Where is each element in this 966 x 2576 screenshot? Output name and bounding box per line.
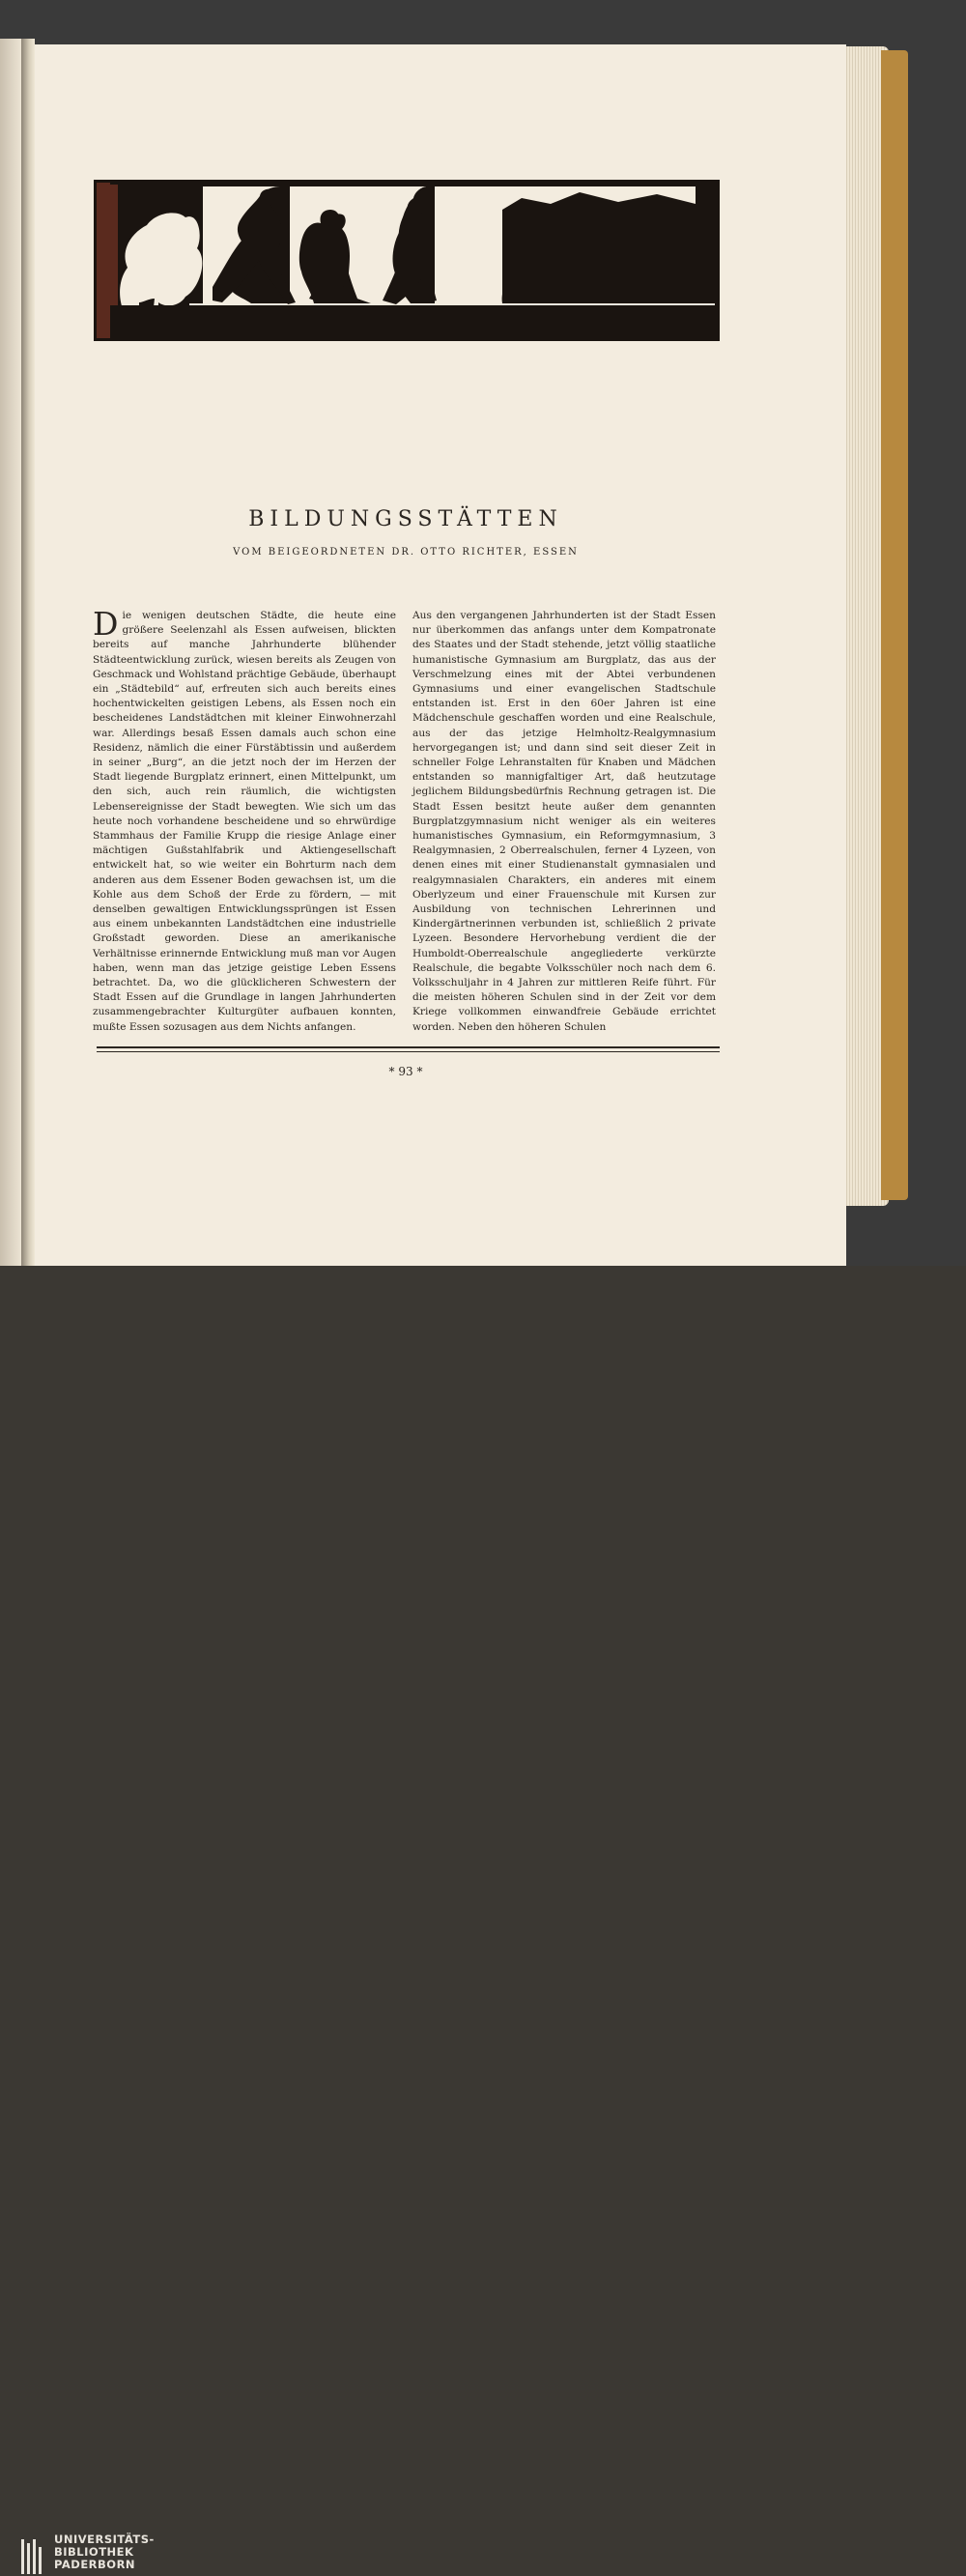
drop-cap: D bbox=[93, 605, 119, 643]
left-column-text: ie wenigen deutschen Städte, die heute eine größere Seelenzahl als Essen aufweisen, blickten bereits auf manche Jahrhunderte blühender Städteentwicklung zurück, wiesen bereits als Zeugen von Geschmack und Wohlstand prächtige Gebäude, überhaupt ein „Städtebild“ auf, erfreuten sich auch bereits eines hochentwickelten geistigen Lebens, als Essen noch ein bescheidenes Landstädtchen mit kleiner Einwohnerzahl war. Allerdings besaß Essen damals auch schon eine Residenz, nämlich die einer Fürstäbtissin und außerdem in seiner „Burg“, an die jetzt noch der im Herzen der Stadt liegende Burgplatz erinnert, einen Mittelpunkt, um den sich, auch rein räumlich, die wichtigsten Lebensereignisse der Stadt bewegten. Wie sich um das heute noch vorhandene bescheidene und so ehrwürdige Stammhaus der Familie Krupp die riesige Anlage einer mächtigen Gußstahlfabrik und Aktiengesellschaft entwickelt hat, so wie weiter ein Bohrturm nach dem anderen aus dem Essener Boden gewachsen ist, um die Kohle aus dem Schoß der Erde zu fördern, — mit denselben gewaltigen Entwicklungssprüngen ist Essen aus einem unbekannten Landstädtchen eine industrielle Großstadt geworden. Diese an amerikanische Verhältnisse erinnernde Entwicklung muß man vor Augen haben, wenn man das jetzige geistige Leben Essens betrachtet. Da, wo die glücklicheren Schwestern der Stadt Essen auf die Grundlage in langen Jahrhunderten zusammengebrachter Kulturgüter aufbauen konnten, mußte Essen sozusagen aus dem Nichts anfangen. bbox=[93, 610, 396, 1033]
library-logo-text bbox=[54, 2533, 155, 2571]
book-cover-edge bbox=[881, 50, 908, 1200]
logo-line-1: UNIVERSITÄTS- bbox=[54, 2533, 155, 2546]
article-title: BILDUNGSSTÄTTEN bbox=[248, 507, 563, 531]
scan-background bbox=[0, 0, 966, 1266]
library-footer bbox=[0, 1266, 966, 2571]
logo-line-3: PADERBORN bbox=[54, 2558, 136, 2571]
text-column-right: Aus den vergangenen Jahrhunderten ist der Stadt Essen nur überkommen das anfangs unter dem Kompatronate des Staates und der Stadt stehende, jetzt völlig staatliche humanistische Gymnasium am Burgplatz, das aus der Verschmelzung eines mit der Abtei verbundenen Gymnasiums und einer evangelischen Stadtschule entstanden ist. Erst in den 60er Jahren ist eine Mädchenschule geschaffen worden und eine Realschule, aus der das jetzige Helmholtz-Realgymnasium hervorgegangen ist; und dann sind seit dieser Zeit in schneller Folge Lehranstalten für Knaben und Mädchen entstanden so mannigfaltiger Art, daß heutzutage jeglichem Bildungsbedürfnis Rechnung getragen ist. Die Stadt Essen besitzt heute außer dem genannten Burgplatzgymnasium nicht weniger als ein weiteres humanistisches Gymnasium, ein Reformgymnasium, 3 Realgymnasien, 2 Oberrealschulen, ferner 4 Lyzeen, von denen eines mit einer Studienanstalt gymnasialen und realgymnasialen Charakters, ein anderes mit einem Oberlyzeum und einer Frauenschule mit Kursen zur Ausbildung von technischen Lehrerinnen und Kindergärtnerinnen verbunden ist, schließlich 2 private Lyzeen. Besondere Hervorhebung verdient die der Humboldt-Oberrealschule angegliederte verkürzte Realschule, die begabte Volksschüler noch nach dem 6. Volksschuljahr in 4 Jahren zur mittleren Reife führt. Für die meisten höheren Schulen sind in der Zeit vor dem Kriege vollkommen einwandfreie Gebäude errichtet worden. Neben den höheren Schulen bbox=[412, 610, 716, 1033]
library-logo-icon bbox=[21, 2537, 46, 2576]
left-page-edge bbox=[0, 39, 21, 1266]
silhouette-scene-icon bbox=[94, 180, 720, 341]
footer-rule-thin bbox=[97, 1051, 720, 1052]
footer-rule bbox=[97, 1046, 720, 1048]
logo-line-2: BIBLIOTHEK bbox=[54, 2545, 134, 2559]
book-gutter bbox=[21, 39, 35, 1266]
article-byline: VOM BEIGEORDNETEN DR. OTTO RICHTER, ESSEN bbox=[233, 547, 579, 558]
page-number: * 93 * bbox=[388, 1065, 423, 1078]
text-column-left bbox=[93, 605, 396, 1035]
